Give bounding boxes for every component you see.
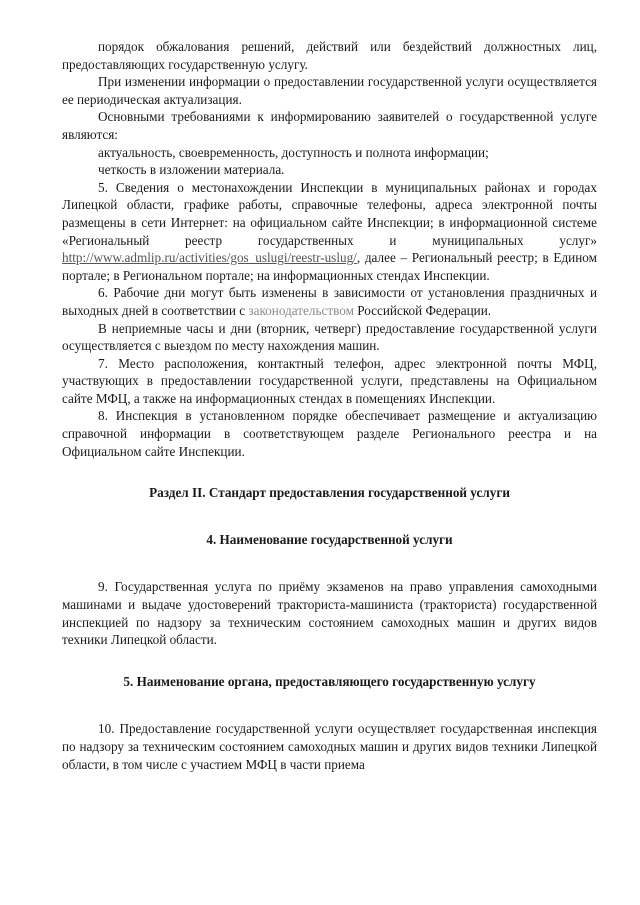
paragraph-appeal-procedure: порядок обжалования решений, действий или бездействий должностных лиц, предоставляющих государственную услугу. (62, 39, 597, 72)
paragraph-item-9: 9. Государственная услуга по приёму экзаменов на право управления самоходными машинами и выдаче удостоверений тракториста-машиниста (тракториста) государственной инспекцией по надзору за техническим состоянием самоходных машин и других видов техники Липецкой области. (62, 579, 597, 648)
paragraph-item-5-tail: , далее – Региональный реестр; в Едином портале; в Региональном портале; на информационных стендах Инспекции. (62, 250, 597, 283)
paragraph-item-5 (62, 179, 597, 285)
paragraph-item-5-text: 5. Сведения о местонахождении Инспекции в муниципальных районах и городах Липецкой области, графике работы, справочные телефоны, адреса электронной почты размещены в сети Интернет: на официальном сайте Инспекции; в информационной системе «Региональный реестр государственных и муниципальных услуг» (62, 179, 597, 248)
paragraph-off-hours: В неприемные часы и дни (вторник, четверг) предоставление государственной услуги осуществляется с выездом по месту нахождения машин. (62, 320, 597, 354)
paragraph-item-6-faint-word: законодательством (248, 302, 354, 318)
paragraph-item-10: 10. Предоставление государственной услуги осуществляет государственная инспекция по надзору за техническим состоянием самоходных машин и других видов техники Липецкой области, в том числе с участием МФЦ в части приема (62, 721, 597, 772)
subsection-5-heading: 5. Наименование органа, предоставляющего государственную услугу (123, 673, 536, 689)
paragraph-item-8: 8. Инспекция в установленном порядке обеспечивает размещение и актуализацию справочной информации в соответствующем разделе Регионального реестра и на Официальном сайте Инспекции. (62, 408, 597, 459)
subsection-4-heading: 4. Наименование государственной услуги (206, 531, 453, 547)
section-2-heading: Раздел II. Стандарт предоставления государственной услуги (149, 485, 510, 501)
paragraph-clarity: четкость в изложении материала. (98, 162, 285, 178)
paragraph-item-7: 7. Место расположения, контактный телефон, адрес электронной почты МФЦ, участвующих в предоставлении государственной услуги, представлены на Официальном сайте МФЦ, а также на информационных стендах в помещениях Инспекции. (62, 355, 597, 406)
paragraph-item-6 (62, 284, 597, 319)
paragraph-info-requirements: Основными требованиями к информированию заявителей о государственной услуге являются: (62, 109, 597, 142)
paragraph-item-6-tail: Российской Федерации. (357, 302, 492, 318)
paragraph-relevance: актуальность, своевременность, доступность и полнота информации; (98, 144, 489, 160)
paragraph-info-update: При изменении информации о предоставлении государственной услуги осуществляется ее периодическая актуализация. (62, 74, 597, 107)
registry-link[interactable]: http://www.admlip.ru/activities/gos_uslugi/reestr-uslug/ (62, 250, 357, 266)
paragraph-item-6-text: 6. Рабочие дни могут быть изменены в зависимости от установления праздничных и выходных дней в соответствии с (62, 285, 597, 318)
document-body (62, 38, 597, 773)
